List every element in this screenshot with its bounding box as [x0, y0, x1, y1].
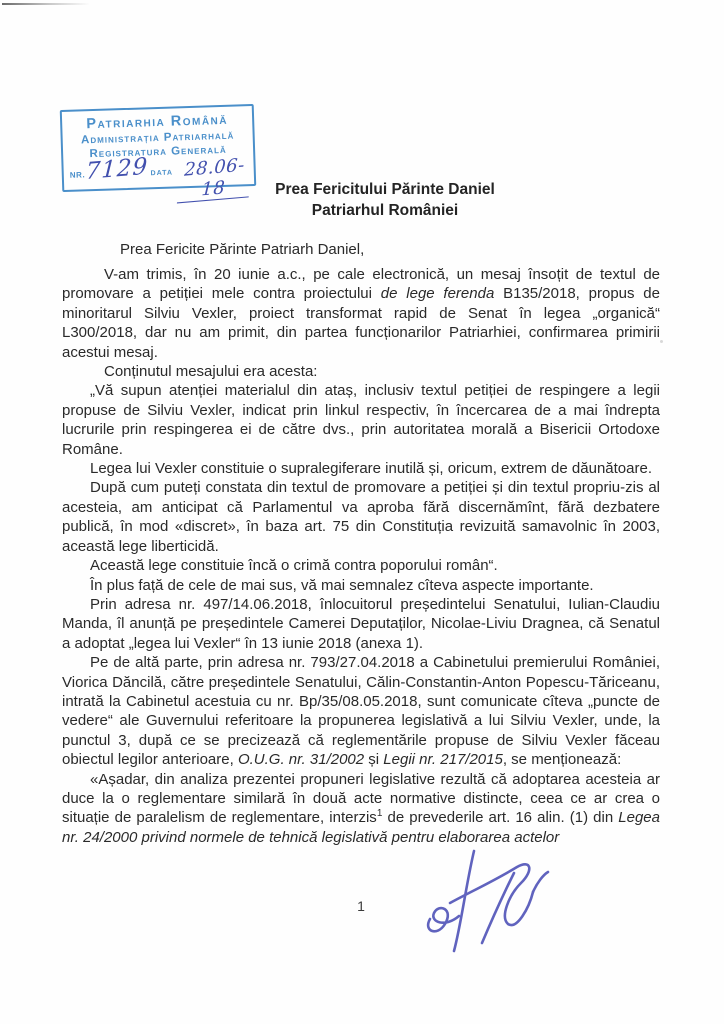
paragraph-text: „Vă supun atenției materialul din ataș, inclusiv textul petiției de respingere a legii propuse de Silviu Vexler, indicat prin linkul respectiv, în încercarea de a mai îndrepta lucrurile prin respingerea ei de către dvs., prin autoritatea morală a Bisericii Ortodoxe Române. [62, 382, 660, 458]
letter-paragraph [62, 362, 660, 381]
stamp-handwritten-number: 7129 [85, 153, 150, 186]
paragraph-text: O.U.G. nr. 31/2002 [237, 751, 365, 769]
paragraph-text: Legea lui Vexler constituie o supralegiferare inutilă și, oricum, extrem de dăunătoare. [90, 460, 652, 478]
stamp-handwritten-date: 28.06-18 [177, 154, 251, 203]
paragraph-text: Legea nr. 24/2000 privind normele de tehnică legislativă pentru elaborarea actelor [62, 809, 660, 846]
stamp-administration: Administrația Patriarhală [80, 129, 235, 147]
letter-paragraph [62, 576, 660, 595]
paragraph-text: Conținutul mesajului era acesta: [104, 363, 318, 381]
paragraph-text: Legii nr. 217/2015 [383, 751, 503, 769]
letter-body [62, 265, 660, 847]
recipient-role: Patriarhul României [311, 202, 459, 219]
recipient-name: Prea Fericitului Părinte Daniel [275, 181, 495, 198]
page-number: 1 [357, 898, 365, 914]
stamp-nr-label: NR. [69, 170, 86, 180]
stamp-date-label: data [150, 165, 174, 179]
paragraph-text: , se menționează: [502, 751, 622, 769]
letter-paragraph [62, 653, 660, 769]
paragraph-text: Prin adresa nr. 497/14.06.2018, înlocuitorul președintelui Senatului, Iulian-Claudiu Manda, îl anunță pe președintele Camerei Deputaților, Nicolae-Liviu Dragnea, că Senatul a adoptat „legea lui Vexler“ în 13 iunie 2018 (anexa 1). [62, 595, 660, 652]
letter-paragraph [62, 478, 660, 556]
paragraph-text: și [364, 751, 384, 769]
paragraph-text: Pe de altă parte, prin adresa nr. 793/27.04.2018 a Cabinetului premierului României, Viorica Dăncilă, către președintele Senatului, Călin-Constantin-Anton Popescu-Tăriceanu, intrată la Cabinetul acestuia cu nr. Bp/35/08.05.2018, sunt comunicate cîteva „puncte de vedere“ ale Guvernului referitoare la propunerea legislativă a lui Silviu Vexler, unde, la punctul 3, după ce se precizează că reglementările propuse de Silviu Vexler făceau obiectul legilor anterioare, [62, 654, 660, 769]
paragraph-text: de prevederile art. 16 alin. (1) din [382, 809, 619, 827]
paragraph-text: În plus față de cele de mai sus, vă mai semnalez cîteva aspecte importante. [90, 576, 594, 594]
stamp-institution: Patriarhia Română [86, 111, 229, 133]
scan-artifact-line [2, 3, 90, 5]
letter-paragraph [62, 459, 660, 478]
paragraph-text: Această lege constituie încă o crimă contra poporului român“. [90, 557, 498, 575]
letter-paragraph [62, 381, 660, 459]
scan-artifact-dot [660, 340, 663, 343]
letter-paragraph [62, 556, 660, 575]
paragraph-text: V-am trimis, în 20 iunie a.c., pe cale electronică, un mesaj însoțit de textul de promovare a petiției mele contra proiectului [62, 266, 660, 303]
salutation: Prea Fericite Părinte Patriarh Daniel, [120, 241, 365, 258]
letter-recipient-title [120, 179, 650, 221]
letter-paragraph [62, 595, 660, 653]
letter-paragraph [62, 265, 660, 362]
stamp-registry: Registratura Generală [89, 143, 227, 161]
paragraph-text: După cum puteți constata din textul de promovare a petiției și din textul propriu-zis al acesteia, am anticipat că Parlamentul va aproba fără discernămînt, fără dezbatere publică, în mod «discret», în baza art. 75 din Constituția revizuită samavolnic în 2003, această lege liberticidă. [62, 479, 660, 555]
paragraph-text: de lege ferenda [380, 285, 495, 303]
letter-paragraph [62, 770, 660, 848]
paragraph-text: «Așadar, din analiza prezentei propuneri legislative rezultă că adoptarea acesteia ar duce la o reglementare similară în două acte normative distincte, ceea ce ar crea o situație de paralelism de reglementare, interzis [62, 770, 660, 827]
footnote-marker: 1 [376, 808, 383, 820]
paragraph-text: B135/2018, propus de minoritarul Silviu Vexler, proiect transformat rapid de Senat în legea „organică“ L300/2018, dar nu am primit, din partea funcționarilor Patriarhiei, confirmarea primirii acestui mesaj. [62, 285, 660, 361]
